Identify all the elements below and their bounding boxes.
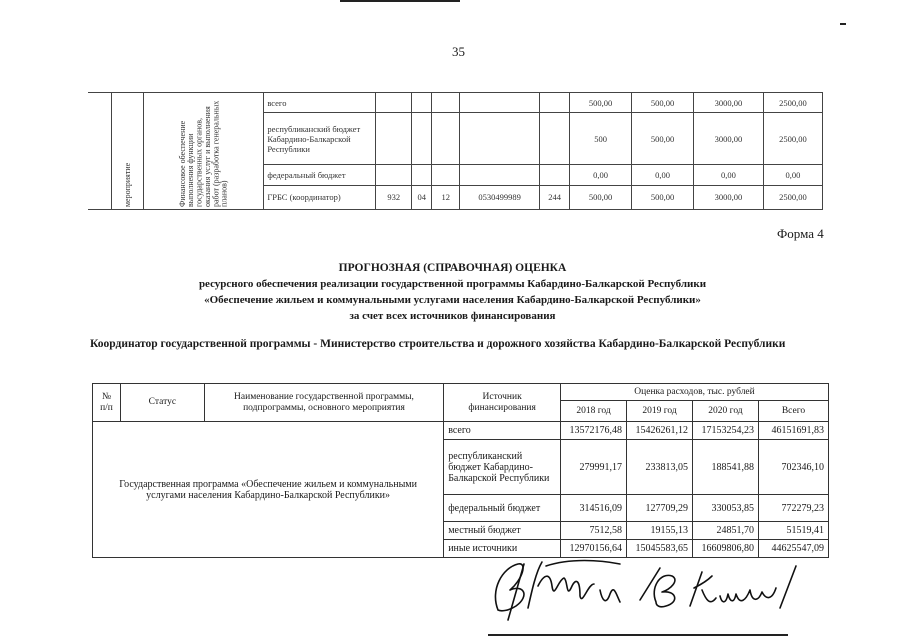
header-num: № п/п — [93, 384, 121, 422]
doc-title: ПРОГНОЗНАЯ (СПРАВОЧНАЯ) ОЦЕНКА — [338, 262, 567, 274]
value-cell: 188541,88 — [693, 440, 759, 495]
source-cell: иные источники — [444, 540, 561, 558]
code-cell: 12 — [432, 185, 460, 209]
value-cell: 44625547,09 — [758, 540, 828, 558]
value-cell: 500,00 — [632, 113, 694, 165]
bottom-rule — [488, 634, 788, 636]
value-cell: 702346,10 — [758, 440, 828, 495]
header-source: Источник финансирования — [444, 384, 561, 422]
value-cell: 46151691,83 — [758, 422, 828, 440]
value-cell: 51519,41 — [758, 522, 828, 540]
value-cell: 0,00 — [570, 165, 632, 185]
header-2018: 2018 год — [561, 401, 627, 422]
source-cell: всего — [444, 422, 561, 440]
header-status: Статус — [120, 384, 204, 422]
value-cell: 15045583,65 — [627, 540, 693, 558]
source-cell: ГРБС (координатор) — [264, 185, 376, 209]
value-cell: 2500,00 — [763, 93, 822, 113]
code-cell: 244 — [540, 185, 570, 209]
value-cell: 500,00 — [570, 93, 632, 113]
source-cell: федеральный бюджет — [444, 495, 561, 522]
header-name: Наименование государственной программы, подпрограммы, основного мероприятия — [204, 384, 443, 422]
code-cell: 932 — [376, 185, 412, 209]
form-label: Форма 4 — [777, 226, 824, 241]
value-cell: 0,00 — [632, 165, 694, 185]
code-cell: 0530499989 — [460, 185, 540, 209]
estimate-table — [92, 383, 829, 558]
source-cell: республиканский бюджет Кабардино-Балкарской Республики — [444, 440, 561, 495]
value-cell: 17153254,23 — [693, 422, 759, 440]
row-type-label: мероприятие — [112, 93, 144, 210]
header-total: Всего — [758, 401, 828, 422]
coordinator-text: Координатор государственной программы - Министерство строительства и дорожного хозяйства Кабардино-Балкарской Республики — [90, 338, 786, 350]
value-cell: 2500,00 — [763, 185, 822, 209]
value-cell: 3000,00 — [694, 185, 764, 209]
value-cell: 233813,05 — [627, 440, 693, 495]
code-cell: 04 — [412, 185, 432, 209]
source-cell: местный бюджет — [444, 522, 561, 540]
value-cell: 500 — [570, 113, 632, 165]
upper-table — [88, 92, 823, 210]
source-cell: всего — [264, 93, 376, 113]
value-cell: 772279,23 — [758, 495, 828, 522]
value-cell: 3000,00 — [694, 113, 764, 165]
value-cell: 0,00 — [694, 165, 764, 185]
value-cell: 330053,85 — [693, 495, 759, 522]
value-cell: 127709,29 — [627, 495, 693, 522]
top-mark — [340, 0, 460, 2]
page-number: 35 — [452, 44, 465, 59]
table-row — [93, 422, 829, 440]
value-cell: 13572176,48 — [561, 422, 627, 440]
value-cell: 7512,58 — [561, 522, 627, 540]
source-cell: федеральный бюджет — [264, 165, 376, 185]
upper-row — [88, 93, 823, 113]
value-cell: 500,00 — [632, 185, 694, 209]
header-row — [93, 384, 829, 401]
value-cell: 314516,09 — [561, 495, 627, 522]
value-cell: 0,00 — [763, 165, 822, 185]
header-2020: 2020 год — [693, 401, 759, 422]
header-2019: 2019 год — [627, 401, 693, 422]
doc-subtitle-line: за счет всех источников финансирования — [349, 310, 556, 322]
value-cell: 279991,17 — [561, 440, 627, 495]
signature — [480, 550, 810, 635]
value-cell: 500,00 — [632, 93, 694, 113]
value-cell: 500,00 — [570, 185, 632, 209]
value-cell: 19155,13 — [627, 522, 693, 540]
doc-subtitle-line: «Обеспечение жильем и коммунальными услугами населения Кабардино-Балкарской Республики» — [204, 294, 701, 306]
doc-subtitle-line: ресурсного обеспечения реализации государственной программы Кабардино-Балкарской Республики — [198, 278, 707, 290]
value-cell: 24851,70 — [693, 522, 759, 540]
value-cell: 16609806,80 — [693, 540, 759, 558]
value-cell: 15426261,12 — [627, 422, 693, 440]
corner-mark — [840, 23, 846, 25]
program-name: Государственная программа «Обеспечение жильем и коммунальными услугами населения Кабардино-Балкарской Республики» — [93, 422, 444, 558]
row-description-label: Финансовое обеспечение выполнения функции государственных органов, оказания услуг и выполнения работ (разработка генеральных планов) — [144, 93, 264, 210]
value-cell: 2500,00 — [763, 113, 822, 165]
value-cell: 3000,00 — [694, 93, 764, 113]
value-cell: 12970156,64 — [561, 540, 627, 558]
source-cell: республиканский бюджет Кабардино-Балкарской Республики — [264, 113, 376, 165]
header-estimate: Оценка расходов, тыс. рублей — [561, 384, 829, 401]
